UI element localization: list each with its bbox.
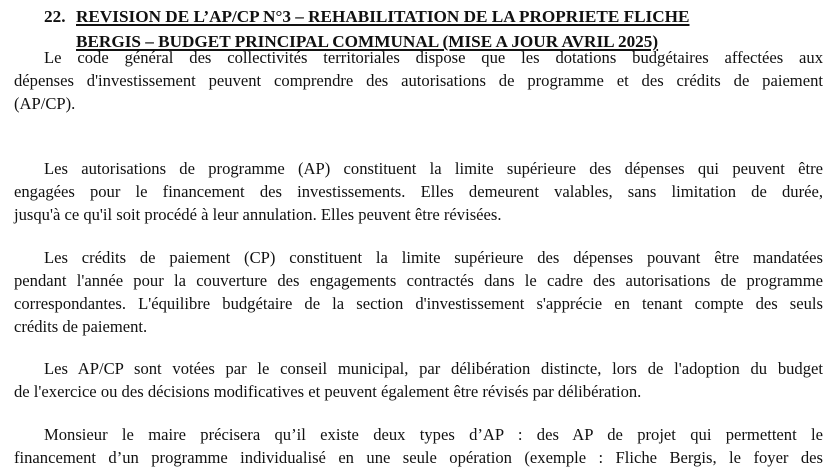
paragraph-line: correspondantes. L'équilibre budgétaire de la section d'investissement s'apprécie en tenant compte des seuls (14, 294, 823, 313)
paragraph-line: crédits de paiement. (14, 317, 148, 336)
paragraph-line: (AP/CP). (14, 94, 76, 113)
paragraph-line: pendant l'année pour la couverture des engagements contractés dans le cadre des autorisations de programme (14, 271, 823, 290)
section-number: 22. (44, 7, 66, 26)
paragraph-line: jusqu'à ce qu'il soit procédé à leur annulation. Elles peuvent être révisées. (14, 205, 502, 224)
paragraph-5 (14, 423, 823, 469)
paragraph-line: engagées pour le financement des investissements. Elles demeurent valables, sans limitation de durée, (14, 182, 823, 201)
paragraph-line: financement d’un programme individualisé en une seule opération (exemple : Fliche Bergis, le foyer des (14, 448, 823, 467)
paragraph-line: Les crédits de paiement (CP) constituent la limite supérieure des dépenses pouvant être mandatées (44, 248, 823, 267)
paragraph-1 (14, 46, 823, 115)
paragraph-line: Les autorisations de programme (AP) constituent la limite supérieure des dépenses qui peuvent être (44, 159, 823, 178)
paragraph-4 (14, 357, 823, 403)
paragraph-line: Les AP/CP sont votées par le conseil municipal, par délibération distincte, lors de l'adoption du budget (44, 359, 823, 378)
paragraph-line: de l'exercice ou des décisions modificatives et peuvent également être révisés par délibération. (14, 382, 642, 401)
paragraph-line: Monsieur le maire précisera qu’il existe deux types d’AP : des AP de projet qui permettent le (44, 425, 823, 444)
section-title-line-2: BERGIS – BUDGET PRINCIPAL COMMUNAL (MISE A JOUR AVRIL 2025) (76, 32, 659, 51)
paragraph-3 (14, 246, 823, 338)
paragraph-line: dépenses d'investissement peuvent comprendre des autorisations de programme et des crédits de paiement (14, 71, 823, 90)
paragraph-line: Le code général des collectivités territoriales dispose que les dotations budgétaires affectées aux (44, 48, 823, 67)
section-title-line-1: REVISION DE L’AP/CP N°3 – REHABILITATION DE LA PROPRIETE FLICHE (76, 7, 690, 26)
paragraph-2 (14, 157, 823, 226)
